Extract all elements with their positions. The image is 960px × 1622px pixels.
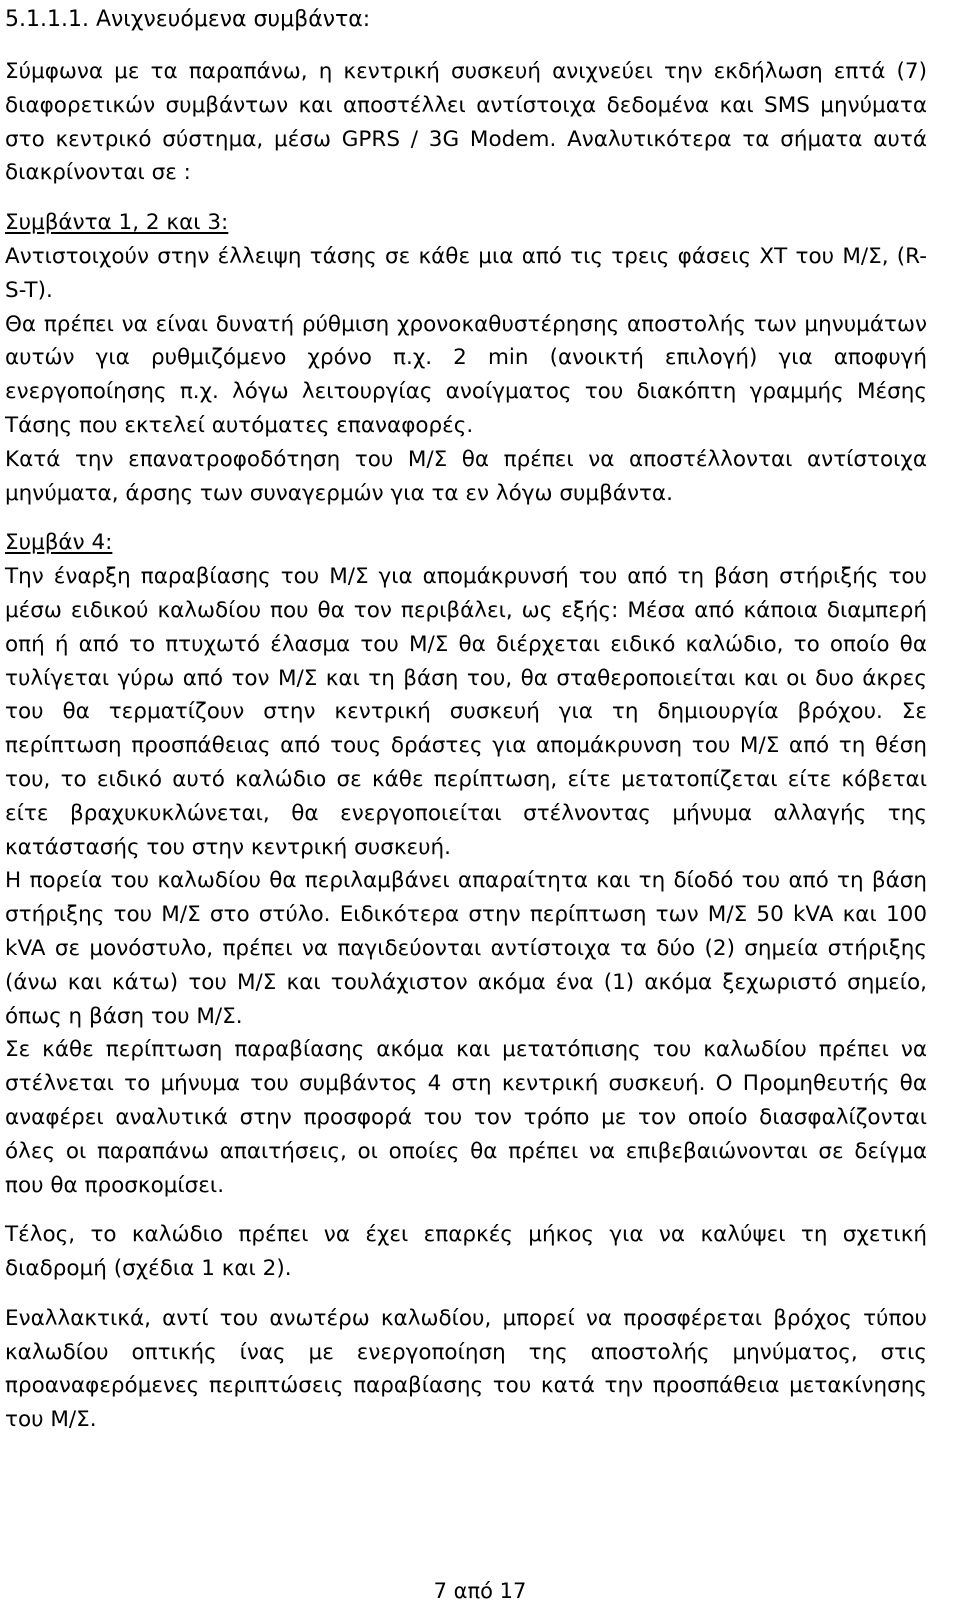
event-4-paragraph-5: Εναλλακτικά, αντί του ανωτέρω καλωδίου, μπορεί να προσφέρεται βρόχος τύπου καλωδίου οπτικής ίνας με ενεργοποίηση της αποστολής μηνύματος, στις προαναφερόμενες περιπτώσεις παραβίασης του κατά την προσπάθεια μετακίνησης του Μ/Σ.: [5, 1305, 927, 1433]
events-1-3-title: Συμβάντα 1, 2 και 3:: [5, 210, 229, 236]
events-1-3-paragraph-2: Θα πρέπει να είναι δυνατή ρύθμιση χρονοκαθυστέρησης αποστολής των μηνυμάτων αυτών για ρυθμιζόμενο χρόνο π.χ. 2 min (ανοικτή επιλογή) για αποφυγή ενεργοποίησης π.χ. λόγω λειτουργίας ανοίγματος του διακόπτη γραμμής Μέσης Τάσης που εκτελεί αυτόματες επαναφορές.: [5, 311, 927, 438]
event-4-paragraph-3: Σε κάθε περίπτωση παραβίασης ακόμα και μετατόπισης του καλωδίου πρέπει να στέλνεται το μήνυμα του συμβάντος 4 στη κεντρική συσκευή. Ο Προμηθευτής θα αναφέρει αναλυτικά στην προσφορά του τον τρόπο με τον οποίο διασφαλίζονται όλες οι παραπάνω απαιτήσεις, οι οποίες θα πρέπει να επιβεβαιώνονται σε δείγμα που θα προσκομίσει.: [5, 1037, 927, 1198]
page-number: 7 από 17: [433, 1579, 527, 1603]
events-1-3-paragraph-3: Κατά την επανατροφοδότηση του Μ/Σ θα πρέπει να αποστέλλονται αντίστοιχα μηνύματα, άρσης των συναγερμών για τα εν λόγω συμβάντα.: [5, 446, 927, 506]
event-4-title: Συμβάν 4:: [5, 530, 113, 556]
event-4-paragraph-1: Την έναρξη παραβίασης του Μ/Σ για απομάκρυνσή του από τη βάση στήριξής του μέσω ειδικού καλωδίου που θα τον περιβάλει, ως εξής: Μέσα από κάποια διαμπερή οπή ή από το πτυχωτό έλασμα του Μ/Σ θα διέρχεται ειδικό καλώδιο, το οποίο θα τυλίγεται γύρω από τον Μ/Σ και τη βάση του, θα σταθεροποιείται και οι δυο άκρες του θα τερματίζουν στην κεντρική συσκευή για τη δημιουργία βρόχου. Σε περίπτωση προσπάθειας από τους δράστες για απομάκρυνση του Μ/Σ από τη θέση του, το ειδικό αυτό καλώδιο σε κάθε περίπτωση, είτε μετατοπίζεται είτε κόβεται είτε βραχυκυκλώνεται, θα ενεργοποιείται στέλνοντας μήνυμα αλλαγής της κατάστασής του στην κεντρική συσκευή.: [5, 564, 927, 860]
event-4-paragraph-4: Τέλος, το καλώδιο πρέπει να έχει επαρκές μήκος για να καλύψει τη σχετική διαδρομή (σχέδια 1 και 2).: [5, 1222, 927, 1282]
event-4-paragraph-2: Η πορεία του καλωδίου θα περιλαμβάνει απαραίτητα και τη δίοδό του από τη βάση στήριξης του Μ/Σ στο στύλο. Ειδικότερα στην περίπτωση των Μ/Σ 50 kVA και 100 kVA σε μονόστυλο, πρέπει να παγιδεύονται αντίστοιχα τα δύο (2) σημεία στήριξης (άνω και κάτω) του Μ/Σ και τουλάχιστον ακόμα ένα (1) ακόμα ξεχωριστό σημείο, όπως η βάση του Μ/Σ.: [5, 868, 927, 1029]
events-1-3-paragraph-1: Αντιστοιχούν στην έλλειψη τάσης σε κάθε μια από τις τρεις φάσεις ΧΤ του Μ/Σ, (R-S-T).: [5, 243, 927, 303]
document-page: [5, 4, 927, 1437]
intro-paragraph: Σύμφωνα με τα παραπάνω, η κεντρική συσκευή ανιχνεύει την εκδήλωση επτά (7) διαφορετικών συμβάντων και αποστέλλει αντίστοιχα δεδομένα και SMS μηνύματα στο κεντρικό σύστημα, μέσω GPRS / 3G Modem. Αναλυτικότερα τα σήματα αυτά διακρίνονται σε :: [5, 59, 927, 186]
section-heading: 5.1.1.1. Ανιχνευόμενα συμβάντα:: [5, 7, 371, 32]
